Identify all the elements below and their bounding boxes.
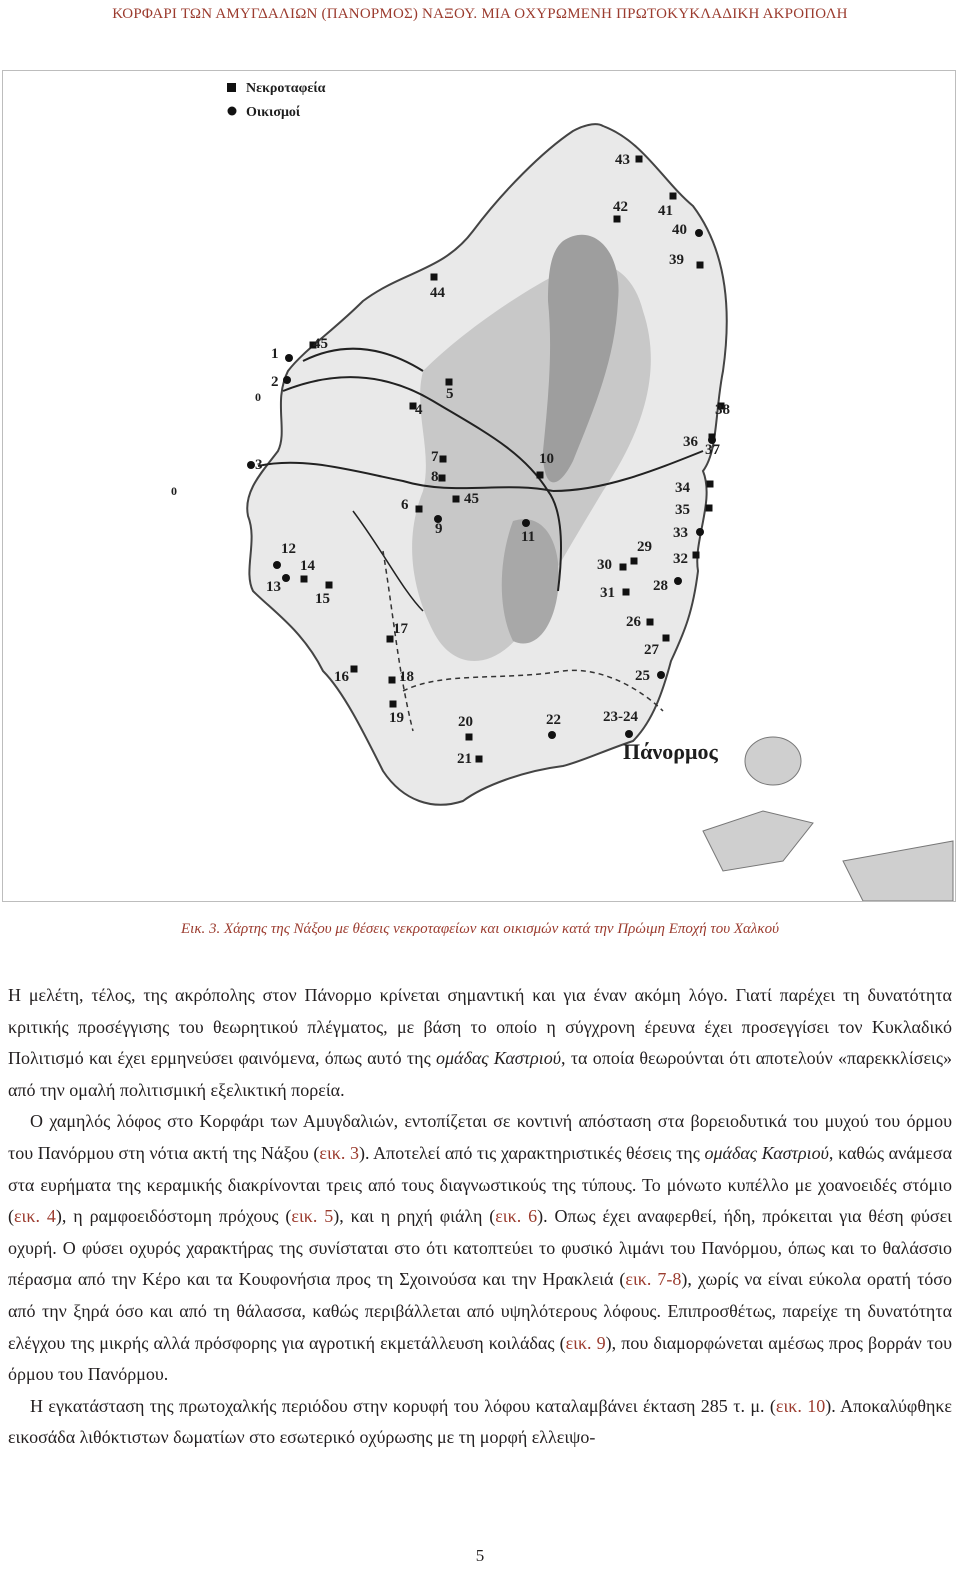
site-label: 44 [430, 285, 445, 301]
cemetery-marker [647, 619, 654, 626]
legend-cemeteries: Νεκροταφεία [246, 81, 326, 96]
site-label: 25 [635, 668, 650, 684]
site-label: 0 [171, 484, 177, 498]
site-label: 38 [715, 402, 730, 418]
site-label: 4 [415, 402, 423, 418]
islet-southeast [703, 811, 813, 871]
figure-reference[interactable]: εικ. 9 [565, 1332, 606, 1353]
site-label: 17 [393, 621, 408, 637]
cemetery-marker [390, 701, 397, 708]
site-label: 0 [255, 390, 261, 404]
settlement-marker [273, 561, 281, 569]
site-label: 5 [446, 386, 454, 402]
legend-settlement-marker [228, 107, 237, 116]
site-label: 16 [334, 669, 349, 685]
cemetery-marker [631, 558, 638, 565]
cemetery-marker [351, 666, 358, 673]
cemetery-marker [439, 475, 446, 482]
panormos-label: Πάνορμος [623, 739, 718, 764]
site-label: 32 [673, 551, 688, 567]
cemetery-marker [620, 564, 627, 571]
cemetery-marker [693, 552, 700, 559]
page-number: 5 [475, 1546, 485, 1565]
cemetery-marker [431, 274, 438, 281]
cemetery-marker [707, 481, 714, 488]
site-label: 37 [705, 442, 720, 458]
figure-reference[interactable]: εικ. 7-8 [625, 1269, 682, 1290]
cemetery-marker [466, 734, 473, 741]
site-label: 19 [389, 710, 404, 726]
islet-far-southeast [843, 841, 953, 901]
site-label: 39 [669, 252, 684, 268]
site-label: 18 [399, 669, 414, 685]
settlement-marker [657, 671, 665, 679]
site-label: 30 [597, 557, 612, 573]
site-label: 33 [673, 525, 688, 541]
site-label: 20 [458, 714, 473, 730]
site-label: 7 [431, 449, 439, 465]
figure-reference[interactable]: εικ. 5 [291, 1206, 334, 1227]
settlement-marker [285, 354, 293, 362]
naxos-map [3, 71, 955, 901]
cemetery-marker [440, 456, 447, 463]
site-label: 21 [457, 751, 472, 767]
islet-east [745, 737, 801, 785]
figure-caption: Εικ. 3. Χάρτης της Νάξου με θέσεις νεκροταφείων και οικισμών κατά την Πρώιμη Εποχή του Χαλκού [180, 921, 779, 937]
site-label: 13 [266, 579, 281, 595]
site-label: 34 [675, 480, 690, 496]
running-title: ΚΟΡΦΑΡΙ ΤΩΝ ΑΜΥΓΔΑΛΙΩΝ (ΠΑΝΟΡΜΟΣ) ΝΑΞΟΥ. ΜΙΑ ΟΧΥΡΩΜΕΝΗ ΠΡΩΤΟΚΥΚΛΑΔΙΚΗ ΑΚΡΟΠΟΛΗ [112, 6, 848, 22]
site-label: 15 [315, 591, 330, 607]
settlement-marker [625, 730, 633, 738]
paragraph-2: Ο χαμηλός λόφος στο Κορφάρι των Αμυγδαλιών, εντοπίζεται σε κοντινή απόσταση στα βορειοδυτικά του μυχού του όρμου του Πανόρμου στη νότια ακτή της Νάξου (εικ. 3). Αποτελεί από τις χαρακτηριστικές θέσεις της ομάδας Καστριού, καθώς ανάμεσα στα ευρήματα της κεραμικής διακρίνονται τρεις από τους διαγνωστικούς της τύπους. Το μόνωτο κυπέλλο με χοανοειδές στόμιο (εικ. 4), η ραμφοειδόστομη πρόχους (εικ. 5), και η ρηχή φιάλη (εικ. 6). Οπως έχει αναφερθεί, ήδη, πρόκειται για θέση φύσει οχυρή. Ο φύσει οχυρός χαρακτήρας της συνίσταται στο ότι κατοπτεύει το φυσικό λιμάνι του Πανόρμου, όπως και το θαλάσσιο πέρασμα από την Κέρο και τα Κουφονήσια προς τη Σχοινούσα και την Ηρακλειά (εικ. 7-8), χωρίς να είναι εύκολα ορατή τόσο από την ξηρά όσο και από τη θάλασσα, καθώς περιβάλλεται από υψηλότερους λόφους. Επιπροσθέτως, παρείχε τη δυνατότητα ελέγχου της μικρής αλλά πρόσφορης για αγροτική εκμετάλλευση κοιλάδας (εικ. 9), που διαμορφώνεται αμέσως προς βορράν του όρμου του Πανόρμου. [8, 1111, 952, 1385]
cemetery-marker [697, 262, 704, 269]
figure-reference[interactable]: εικ. 4 [14, 1206, 56, 1227]
site-label: 6 [401, 497, 409, 513]
cemetery-marker [706, 505, 713, 512]
settlement-marker [696, 528, 704, 536]
cemetery-marker [636, 156, 643, 163]
legend-settlements: Οικισμοί [246, 105, 301, 120]
site-label: 8 [431, 469, 439, 485]
site-label: 10 [539, 451, 554, 467]
site-label: 11 [521, 529, 536, 545]
paragraph-1: Η μελέτη, τέλος, της ακρόπολης στον Πάνορμο κρίνεται σημαντική και για έναν ακόμη λόγο. Γιατί παρέχει τη δυνατότητα κριτικής προσέγγισης του θεωρητικού πλέγματος, με βάση το οποίο η σύγχρονη έρευνα έχει προσεγγίσει τον Κυκλαδικό Πολιτισμό και έχει ερμηνεύσει φαινόμενα, όπως αυτό της ομάδας Καστριού, τα οποία θεωρούνται ότι αποτελούν «παρεκκλίσεις» από την ομαλή πολιτισμική εξελικτική πορεία. [8, 985, 952, 1100]
settlement-marker [247, 461, 255, 469]
site-label: 41 [658, 203, 673, 219]
site-label: 9 [435, 521, 443, 537]
body-text [8, 980, 952, 1454]
cemetery-marker [663, 635, 670, 642]
site-label: 45 [313, 336, 328, 352]
cemetery-marker [670, 193, 677, 200]
settlement-marker [522, 519, 530, 527]
site-label: 36 [683, 434, 698, 450]
site-label: 2 [271, 374, 279, 390]
cemetery-marker [453, 496, 460, 503]
naxos-map-figure [2, 70, 956, 902]
site-label: 35 [675, 502, 690, 518]
cemetery-marker [446, 379, 453, 386]
legend-cemetery-marker [227, 83, 236, 92]
cemetery-marker [709, 434, 716, 441]
site-label: 43 [615, 152, 630, 168]
settlement-marker [283, 376, 291, 384]
site-label: 31 [600, 585, 615, 601]
site-label: 45 [464, 491, 479, 507]
site-label: 27 [644, 642, 659, 658]
site-label: 29 [637, 539, 652, 555]
settlement-marker [548, 731, 556, 739]
cemetery-marker [416, 506, 423, 513]
cemetery-marker [301, 576, 308, 583]
site-label: 12 [281, 541, 296, 557]
site-label: 22 [546, 712, 561, 728]
site-label: 14 [300, 558, 315, 574]
cemetery-marker [537, 472, 544, 479]
site-label: 23-24 [603, 709, 638, 725]
settlement-marker [695, 229, 703, 237]
cemetery-marker [614, 216, 621, 223]
site-label: 42 [613, 199, 628, 215]
site-label: 3 [255, 457, 263, 473]
figure-reference[interactable]: εικ. 3 [319, 1142, 360, 1163]
figure-reference[interactable]: εικ. 6 [495, 1206, 538, 1227]
cemetery-marker [623, 589, 630, 596]
site-label: 26 [626, 614, 641, 630]
settlement-marker [674, 577, 682, 585]
site-label: 40 [672, 222, 687, 238]
site-label: 1 [271, 346, 279, 362]
settlement-marker [282, 574, 290, 582]
cemetery-marker [326, 582, 333, 589]
figure-reference[interactable]: εικ. 10 [775, 1395, 826, 1416]
cemetery-marker [476, 756, 483, 763]
site-label: 28 [653, 578, 668, 594]
cemetery-marker [389, 677, 396, 684]
paragraph-3: Η εγκατάσταση της πρωτοχαλκής περιόδου στην κορυφή του λόφου καταλαμβάνει έκταση 285 τ. μ. (εικ. 10). Αποκαλύφθηκε εικοσάδα λιθόκτιστων δωματίων στο εσωτερικό οχύρωσης με τη μορφή ελλειψο- [8, 1395, 952, 1448]
